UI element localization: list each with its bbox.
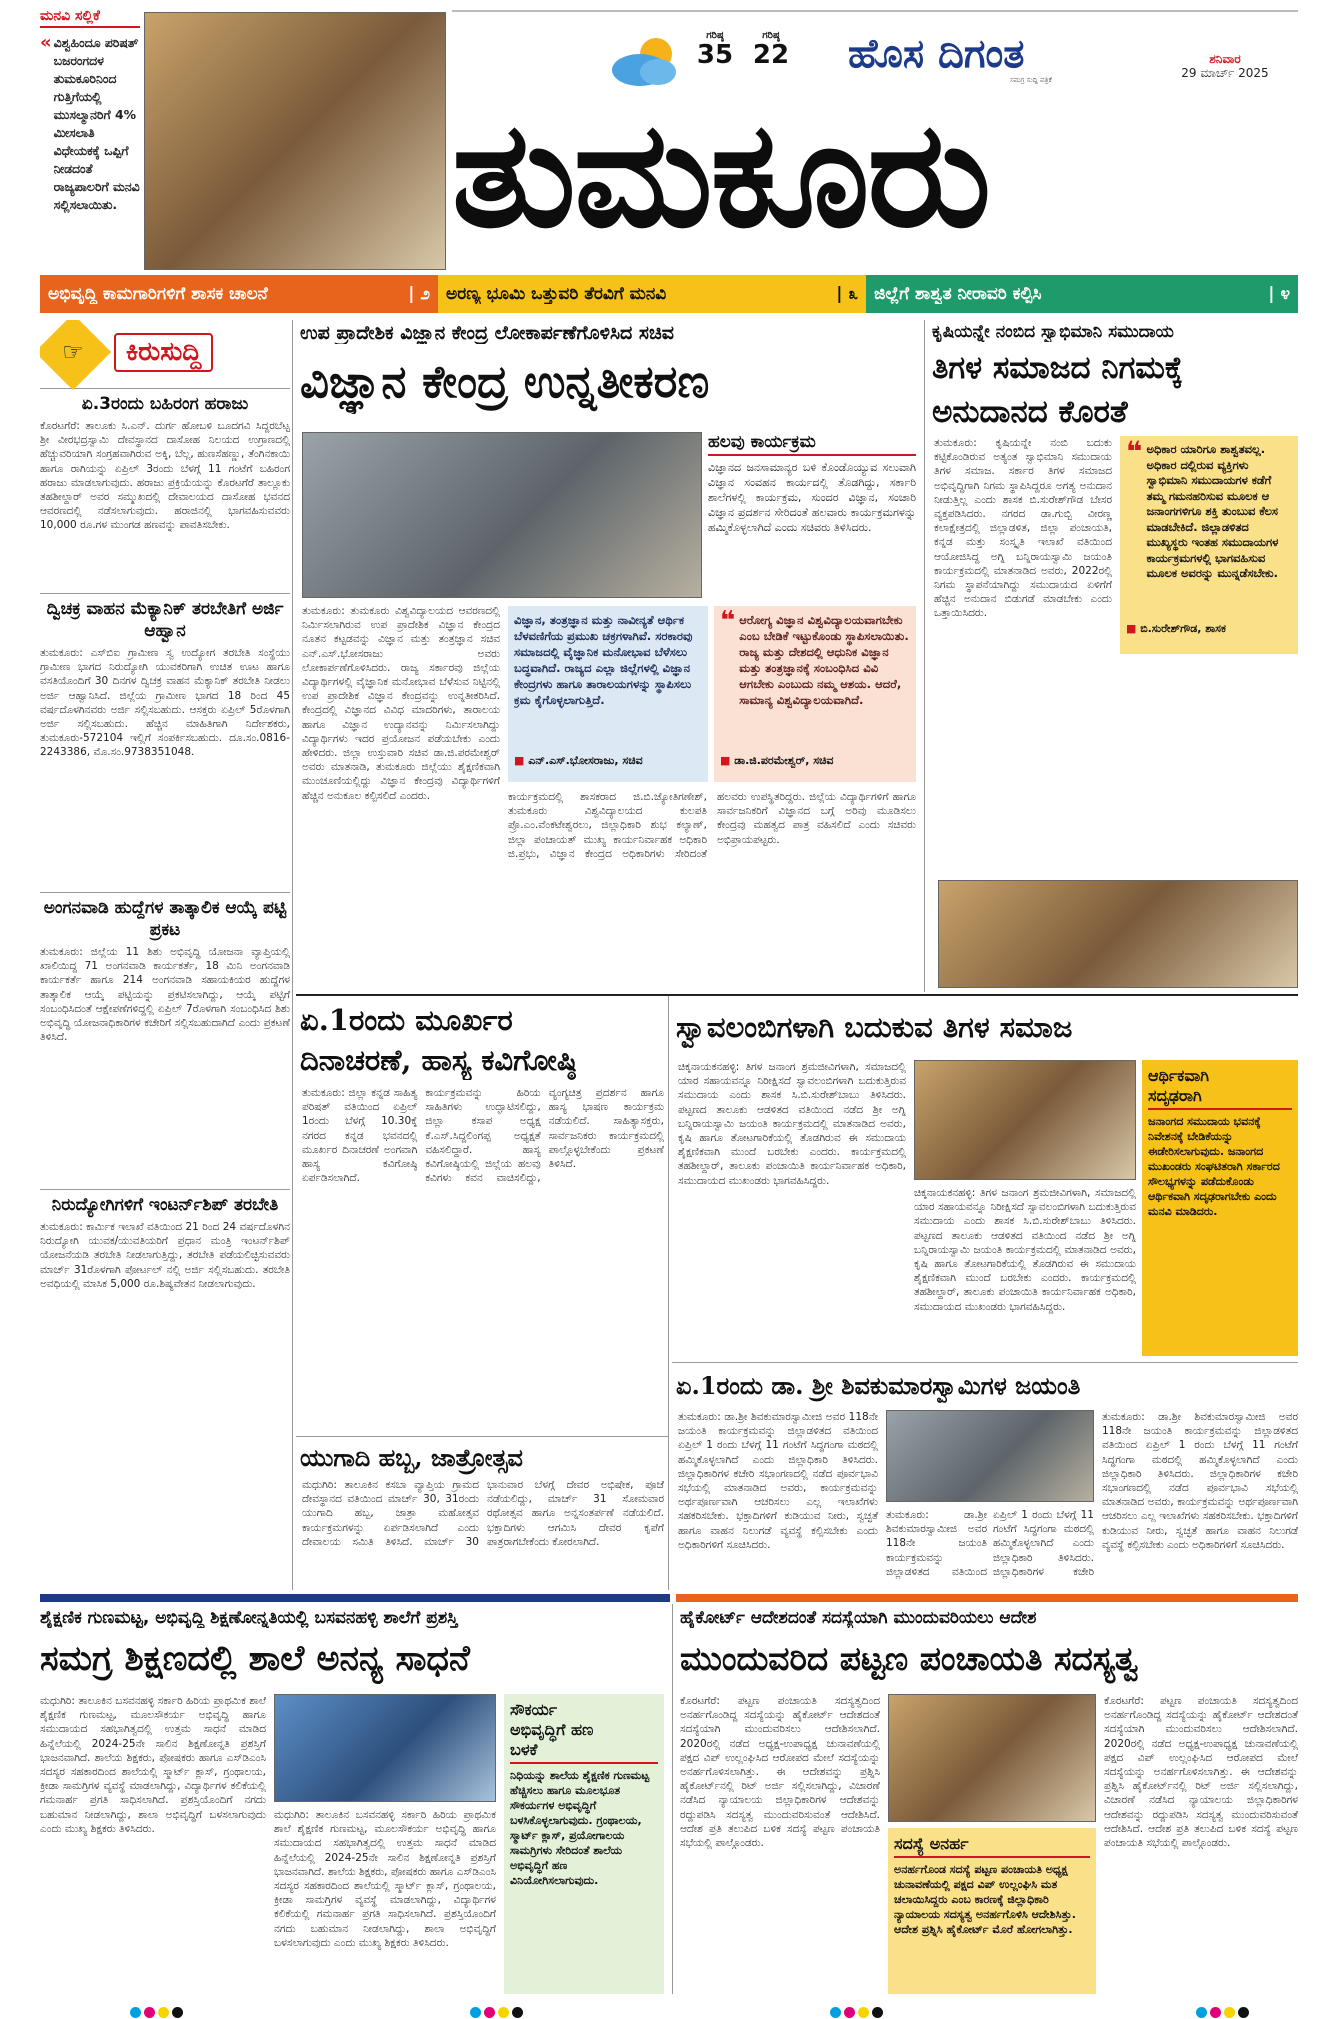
tigala-kicker: ಕೃಷಿಯನ್ನೇ ನಂಬಿದ ಸ್ವಾಭಿಮಾನಿ ಸಮುದಾಯ (932, 322, 1174, 342)
ugadi-headline: ಯುಗಾದಿ ಹಬ್ಬ, ಜಾತ್ರೋತ್ಸವ (300, 1443, 523, 1472)
quote-text: ವಿಜ್ಞಾನ, ತಂತ್ರಜ್ಞಾನ ಮತ್ತು ನಾವೀನ್ಯತೆ ಆರ್ಥಿಕ ಬೆಳವಣಿಗೆಯ ಪ್ರಮುಖ ಚಕ್ರಗಳಾಗಿವೆ. ಸರಕಾರವು ಸಮಾಜದಲ್ಲಿ ವೈಜ್ಞಾನಿಕ ಮನೋಭಾವ ಬೆಳೆಸಲು ಬದ್ಧವಾಗಿದೆ. ರಾಜ್ಯದ ಎಲ್ಲಾ ಜಿಲ್ಲೆಗಳಲ್ಲಿ ವಿಜ್ಞಾನ ಕೇಂದ್ರಗಳು ಹಾಗೂ ತಾರಾಲಯಗಳನ್ನು ಸ್ಥಾಪಿಸಲು ಕ್ರಮ ಕೈಗೊಳ್ಳಲಾಗುತ್ತಿದೆ. (514, 613, 693, 707)
swavalambi-headline: ಸ್ವಾವಲಂಬಿಗಳಾಗಿ ಬದುಕುವ ತಿಗಳ ಸಮಾಜ (676, 1010, 1073, 1044)
shivakumara-headline: ಏ.1ರಂದು ಡಾ. ಶ್ರೀ ಶಿವಕುಮಾರಸ್ವಾಮಿಗಳ ಜಯಂತಿ (676, 1371, 1081, 1400)
chevron-arrows-icon: « (40, 32, 52, 53)
lead-box-text: ವಿಜ್ಞಾನದ ಜನಸಾಮಾನ್ಯರ ಬಳಿ ಕೊಂಡೊಯ್ಯುವ ಸಲುವಾಗಿ ವಿಜ್ಞಾನ ಸಂವಹನ ಕಾರ್ಯದಲ್ಲಿ ತೊಡಗಿದ್ದು, ಸರ್ಕಾರಿ ಶಾಲೆಗಳಲ್ಲಿ ಕಾರ್ಯಕ್ರಮ, ಸುಂದರ ವಿಜ್ಞಾನ, ಸಂಚಾರಿ ವಿಜ್ಞಾನ ಪ್ರದರ್ಶನ ಸೇರಿದಂತೆ ಹಲವಾರು ಕಾರ್ಯಕ್ರಮಗಳನ್ನು ಹಮ್ಮಿಕೊಳ್ಳಲಾಗಿದೆ ಎಂದು ಸಚಿವರು ತಿಳಿಸಿದರು. (708, 461, 916, 534)
tigala-photo (938, 880, 1298, 988)
lead-box (708, 432, 916, 598)
color-registration-dots-icon (470, 2003, 526, 2019)
murkhara-headline-1: ಏ.1ರಂದು ಮೂರ್ಖರ (300, 1003, 513, 1037)
brief-headline: ದ್ವಿಚಕ್ರ ವಾಹನ ಮೆಕ್ಯಾನಿಕ್ ತರಬೇತಿಗೆ ಅರ್ಜಿ ಆಹ್ವಾನ (46, 599, 284, 641)
teaser-3[interactable]: ಜಿಲ್ಲೆಗೆ ಶಾಶ್ವತ ನೀರಾವರಿ ಕಲ್ಪಿಸಿ | ೪ (866, 275, 1298, 313)
swavalambi-photo (914, 1060, 1136, 1180)
tigala-body: ತುಮಕೂರು: ಕೃಷಿಯನ್ನೇ ನಂಬಿ ಬದುಕು ಕಟ್ಟಿಕೊಂಡಿರುವ ಅತ್ಯಂತ ಸ್ವಾಭಿಮಾನಿ ಸಮುದಾಯ ತಿಗಳ ಸಮಾಜ. ಸರ್ಕಾರ ತಿಗಳ ಸಮಾಜದ ಅಭಿವೃದ್ಧಿಗಾಗಿ ನಿಗಮ ಸ್ಥಾಪಿಸಿದ್ದರೂ ಅಗತ್ಯ ಅನುದಾನ ನೀಡುತ್ತಿಲ್ಲ ಎಂದು ಶಾಸಕ ಬಿ.ಸುರೇಶ್‌ಗೌಡ ಬೇಸರ ವ್ಯಕ್ತಪಡಿಸಿದರು. ನಗರದ ಡಾ.ಗುಬ್ಬಿ ವೀರಣ್ಣ ಕಲಾಕ್ಷೇತ್ರದಲ್ಲಿ ಜಿಲ್ಲಾಡಳಿತ, ಜಿಲ್ಲಾ ಪಂಚಾಯತಿ, ಕನ್ನಡ ಮತ್ತು ಸಂಸ್ಕೃತಿ ಇಲಾಖೆ ವತಿಯಿಂದ ಆಯೋಜಿಸಿದ್ದ ಅಗ್ನಿ ಬನ್ನಿರಾಯಸ್ವಾಮಿ ಜಯಂತಿ ಕಾರ್ಯಕ್ರಮದಲ್ಲಿ ಮಾತನಾಡಿದ ಅವರು, 2022ರಲ್ಲಿ ನಿಗಮ ಸ್ಥಾಪನೆಯಾಗಿದ್ದು ಸಮುದಾಯದ ಏಳಿಗೆಗೆ ಹೆಚ್ಚಿನ ಅನುದಾನ ಬಿಡುಗಡೆ ಮಾಡಬೇಕು ಎಂದು ಒತ್ತಾಯಿಸಿದರು. (934, 437, 1112, 620)
edition-name: ತುಮಕೂರು (452, 90, 990, 260)
brief-body: ತುಮಕೂರು: ಜಿಲ್ಲೆಯ 11 ಶಿಶು ಅಭಿವೃದ್ಧಿ ಯೋಜನಾ ವ್ಯಾಪ್ತಿಯಲ್ಲಿ ಖಾಲಿಯಿದ್ದ 71 ಅಂಗನವಾಡಿ ಕಾರ್ಯಕರ್ತೆ, 18 ಮಿನಿ ಅಂಗನವಾಡಿ ಕಾರ್ಯಕರ್ತೆ ಹಾಗೂ 214 ಅಂಗನವಾಡಿ ಸಹಾಯಕಿಯರ ಹುದ್ದೆಗಳ ತಾತ್ಕಾಲಿಕ ಆಯ್ಕೆ ಪಟ್ಟಿಯನ್ನು ಪ್ರಕಟಿಸಲಾಗಿದ್ದು, ಆಯ್ಕೆ ಪಟ್ಟಿಗೆ ಸಂಬಂಧಿಸಿದಂತೆ ಆಕ್ಷೇಪಣೆಗಳಿದ್ದಲ್ಲಿ ಏಪ್ರಿಲ್ 7ರೊಳಗಾಗಿ ಸಂಬಂಧಿಸಿದ ಶಿಶು ಅಭಿವೃದ್ಧಿ ಯೋಜನಾಧಿಕಾರಿಗಳ ಕಚೇರಿಗೆ ಸಲ್ಲಿಸಬಹುದಾಗಿದೆ ಎಂದು ಪ್ರಕಟಣೆ ತಿಳಿಸಿದೆ. (40, 946, 290, 1044)
column-divider (924, 320, 925, 992)
pattana-kicker: ಹೈಕೋರ್ಟ್ ಆದೇಶದಂತೆ ಸದಸ್ಯೆಯಾಗಿ ಮುಂದುವರಿಯಲು ಆದೇಶ (680, 1608, 1037, 1628)
ugadi-body: ಮಧುಗಿರಿ: ತಾಲೂಕಿನ ಕಸಬಾ ವ್ಯಾಪ್ತಿಯ ಗ್ರಾಮದ ದೇವಸ್ಥಾನದ ವತಿಯಿಂದ ಮಾರ್ಚ್ 30, 31ರಂದು ಯುಗಾದಿ ಹಬ್ಬ, ಜಾತ್ರಾ ಮಹೋತ್ಸವ ಕಾರ್ಯಕ್ರಮಗಳನ್ನು ಏರ್ಪಡಿಸಲಾಗಿದೆ ಎಂದು ದೇವಾಲಯ ಸಮಿತಿ ತಿಳಿಸಿದೆ. ಮಾರ್ಚ್ 30 ಭಾನುವಾರ ಬೆಳಗ್ಗೆ ದೇವರ ಅಭಿಷೇಕ, ಪೂಜೆ ನಡೆಯಲಿದ್ದು, ಮಾರ್ಚ್ 31 ಸೋಮವಾರ ರಥೋತ್ಸವ ಹಾಗೂ ಅನ್ನಸಂತರ್ಪಣೆ ನಡೆಯಲಿದೆ. ಭಕ್ತಾದಿಗಳು ಆಗಮಿಸಿ ದೇವರ ಕೃಪೆಗೆ ಪಾತ್ರರಾಗಬೇಕೆಂದು ಕೋರಲಾಗಿದೆ. (302, 1479, 664, 1548)
box-title: ಸೌಕರ್ಯ (510, 1700, 558, 1719)
pattana-photo (888, 1694, 1096, 1822)
lead-box-title: ಹಲವು ಕಾರ್ಯಕ್ರಮ (708, 432, 916, 456)
box-title: ಬಳಕೆ (510, 1740, 658, 1764)
temp-min: ಗರಿಷ್ಠ 22 (752, 30, 790, 70)
shale-box (504, 1694, 664, 1994)
pattana-box (888, 1828, 1096, 1994)
masthead-date: 29 ಮಾರ್ಚ್ 2025 (1181, 66, 1269, 80)
lead-kicker: ಉಪ ಪ್ರಾದೇಶಿಕ ವಿಜ್ಞಾನ ಕೇಂದ್ರ ಲೋಕಾರ್ಪಣೆಗೊಳಿಸಿದ ಸಚಿವ (300, 322, 674, 344)
tigala-headline-2: ಅನುದಾನದ ಕೊರತೆ (932, 394, 1128, 430)
box-text: ನಿಧಿಯನ್ನು ಶಾಲೆಯ ಶೈಕ್ಷಣಿಕ ಗುಣಮಟ್ಟ ಹೆಚ್ಚಿಸಲು ಹಾಗೂ ಮೂಲಭೂತ ಸೌಕರ್ಯಗಳ ಅಭಿವೃದ್ಧಿಗೆ ಬಳಸಿಕೊಳ್ಳಲಾಗುವುದು. ಗ್ರಂಥಾಲಯ, ಸ್ಮಾರ್ಟ್ ಕ್ಲಾಸ್, ಪ್ರಯೋಗಾಲಯ ಸಾಮಗ್ರಿಗಳು ಸೇರಿದಂತೆ ಶಾಲೆಯ ಅಭಿವೃದ್ಧಿಗೆ ಹಣ ವಿನಿಯೋಗಿಸಲಾಗುವುದು. (510, 1769, 650, 1887)
quote-icon: ❝ (720, 606, 736, 636)
kirusuddi-header (40, 320, 290, 384)
quote-attribution: ■ ಡಾ.ಜಿ.ಪರಮೇಶ್ವರ್, ಸಚಿವ (720, 754, 834, 767)
kirusuddi-label: ಕಿರುಸುದ್ದಿ (114, 333, 213, 372)
box-text: ಜನಾಂಗದ ಸಮುದಾಯ ಭವನಕ್ಕೆ ನಿವೇಶನಕ್ಕೆ ಬೇಡಿಕೆಯನ್ನು ಈಡೇರಿಸಲಾಗುವುದು. ಜನಾಂಗದ ಮುಖಂಡರು ಸಂಘಟಿತರಾಗಿ ಸರ್ಕಾರದ ಸೌಲಭ್ಯಗಳನ್ನು ಪಡೆದುಕೊಂಡು ಆರ್ಥಿಕವಾಗಿ ಸದೃಢರಾಗಬೇಕು ಎಂದು ಮನವಿ ಮಾಡಿದರು. (1148, 1115, 1280, 1218)
color-registration-dots-icon (130, 2003, 186, 2019)
shale-headline: ಸಮಗ್ರ ಶಿಕ್ಷಣದಲ್ಲಿ ಶಾಲೆ ಅನನ್ಯ ಸಾಧನೆ (40, 1638, 470, 1679)
box-text: ಅನರ್ಹಗೊಂಡ ಸದಸ್ಯೆ ಪಟ್ಟಣ ಪಂಚಾಯತಿ ಅಧ್ಯಕ್ಷ ಚುನಾವಣೆಯಲ್ಲಿ ಪಕ್ಷದ ವಿಪ್ ಉಲ್ಲಂಘಿಸಿ ಮತ ಚಲಾಯಿಸಿದ್ದರು ಎಂಬ ಕಾರಣಕ್ಕೆ ಜಿಲ್ಲಾಧಿಕಾರಿ ನ್ಯಾಯಾಲಯ ಸದಸ್ಯತ್ವ ಅನರ್ಹಗೊಳಿಸಿ ಆದೇಶಿಸಿತ್ತು. ಆದೇಶ ಪ್ರಶ್ನಿಸಿ ಹೈಕೋರ್ಟ್ ಮೊರೆ ಹೋಗಲಾಗಿತ್ತು. (894, 1863, 1076, 1936)
section-rule (296, 1436, 668, 1437)
pattana-body-b: ಕೊರಟಗೆರೆ: ಪಟ್ಟಣ ಪಂಚಾಯತಿ ಸದಸ್ಯತ್ವದಿಂದ ಅನರ್ಹಗೊಂಡಿದ್ದ ಸದಸ್ಯೆಯನ್ನು ಹೈಕೋರ್ಟ್ ಆದೇಶದಂತೆ ಸದಸ್ಯೆಯಾಗಿ ಮುಂದುವರಿಸಲು ಆದೇಶಿಸಲಾಗಿದೆ. 2020ರಲ್ಲಿ ನಡೆದ ಅಧ್ಯಕ್ಷ-ಉಪಾಧ್ಯಕ್ಷ ಚುನಾವಣೆಯಲ್ಲಿ ಪಕ್ಷದ ವಿಪ್ ಉಲ್ಲಂಘಿಸಿದ ಆರೋಪದ ಮೇಲೆ ಸದಸ್ಯೆಯನ್ನು ಅನರ್ಹಗೊಳಿಸಲಾಗಿತ್ತು. ಈ ಆದೇಶವನ್ನು ಪ್ರಶ್ನಿಸಿ ಹೈಕೋರ್ಟ್‌ನಲ್ಲಿ ರಿಟ್ ಅರ್ಜಿ ಸಲ್ಲಿಸಲಾಗಿದ್ದು, ವಿಚಾರಣೆ ನಡೆಸಿದ ನ್ಯಾಯಾಲಯ ಜಿಲ್ಲಾಧಿಕಾರಿಗಳ ಆದೇಶವನ್ನು ರದ್ದುಪಡಿಸಿ ಸದಸ್ಯತ್ವ ಮುಂದುವರಿಸುವಂತೆ ಆದೇಶಿಸಿದೆ. ಆದೇಶ ಪ್ರತಿ ತಲುಪಿದ ಬಳಿಕ ಸದಸ್ಯೆ ಪಟ್ಟಣ ಪಂಚಾಯತಿ ಸಭೆಯಲ್ಲಿ ಪಾಲ್ಗೊಂಡರು. (1104, 1695, 1298, 1850)
teaser-2[interactable]: ಅರಣ್ಯ ಭೂಮಿ ಒತ್ತುವರಿ ತೆರವಿಗೆ ಮನವಿ | ೩ (438, 275, 866, 313)
quote-attribution: ■ ಬಿ.ಸುರೇಶ್‌ಗೌಡ, ಶಾಸಕ (1126, 622, 1226, 635)
brief-body: ಕೊರಟಗೆರೆ: ತಾಲೂಕು ಸಿ.ಎನ್. ದುರ್ಗ ಹೋಬಳಿ ಬೂದಗವಿ ಸಿದ್ದರಬೆಟ್ಟ ಶ್ರೀ ವೀರಭದ್ರಸ್ವಾಮಿ ದೇವಸ್ಥಾನದ ದಾಸೋಹ ನಿಲಯದ ಉಗ್ರಾಣದಲ್ಲಿ ಹೆಚ್ಚುವರಿಯಾಗಿ ಸಂಗ್ರಹವಾಗಿರುವ ಅಕ್ಕಿ, ಬೆಲ್ಲ, ಹುಣಸೆಹಣ್ಣು, ತೆಂಗಿನಕಾಯಿ ಹಾಗೂ ರಾಗಿಯನ್ನು ಏಪ್ರಿಲ್ 3ರಂದು ಬೆಳಗ್ಗೆ 11 ಗಂಟೆಗೆ ಬಹಿರಂಗ ಹರಾಜು ಮಾಡಲಾಗುವುದು. ಹರಾಜು ಪ್ರಕ್ರಿಯೆಯನ್ನು ಕೊರಟಗೆರೆ ತಾಲ್ಲೂಕು ತಹಶೀಲ್ದಾರ್ ಅವರ ಸಮ್ಮುಖದಲ್ಲಿ ದೇವಾಲಯದ ದಾಸೋಹ ಭವನದ ಆವರಣದಲ್ಲಿ ನಡೆಸಲಾಗುವುದು. ಹರಾಜಿನಲ್ಲಿ ಭಾಗವಹಿಸುವವರು 10,000 ರೂ.ಗಳ ಮುಂಗಡ ಹಣವನ್ನು ಪಾವತಿಸಬೇಕು. (40, 420, 290, 532)
box-title: ಅಭಿವೃದ್ಧಿಗೆ ಹಣ (510, 1720, 594, 1739)
tigala-quote (1120, 436, 1298, 654)
shivakumara-body-a: ತುಮಕೂರು: ಡಾ.ಶ್ರೀ ಶಿವಕುಮಾರಸ್ವಾಮೀಜಿ ಅವರ 118ನೇ ಜಯಂತಿ ಕಾರ್ಯಕ್ರಮವನ್ನು ಜಿಲ್ಲಾಡಳಿತದ ವತಿಯಿಂದ ಏಪ್ರಿಲ್ 1 ರಂದು ಬೆಳಗ್ಗೆ 11 ಗಂಟೆಗೆ ಸಿದ್ಧಗಂಗಾ ಮಠದಲ್ಲಿ ಹಮ್ಮಿಕೊಳ್ಳಲಾಗಿದೆ ಎಂದು ಜಿಲ್ಲಾಧಿಕಾರಿ ತಿಳಿಸಿದರು. ಜಿಲ್ಲಾಧಿಕಾರಿಗಳ ಕಚೇರಿ ಸಭಾಂಗಣದಲ್ಲಿ ನಡೆದ ಪೂರ್ವಭಾವಿ ಸಭೆಯಲ್ಲಿ ಮಾತನಾಡಿದ ಅವರು, ಕಾರ್ಯಕ್ರಮವನ್ನು ಅರ್ಥಪೂರ್ಣವಾಗಿ ಆಚರಿಸಲು ಎಲ್ಲ ಇಲಾಖೆಗಳು ಸಹಕರಿಸಬೇಕು. ಭಕ್ತಾದಿಗಳಿಗೆ ಕುಡಿಯುವ ನೀರು, ಸ್ವಚ್ಛತೆ ಹಾಗೂ ವಾಹನ ನಿಲುಗಡೆ ವ್ಯವಸ್ಥೆ ಕಲ್ಪಿಸಬೇಕು ಎಂದು ಅಧಿಕಾರಿಗಳಿಗೆ ಸೂಚಿಸಿದರು. (678, 1411, 878, 1551)
corner-brief-label: ಮನವಿ ಸಲ್ಲಿಕೆ (40, 8, 140, 28)
kirusuddi-item (40, 388, 290, 589)
shale-kicker: ಶೈಕ್ಷಣಿಕ ಗುಣಮಟ್ಟ, ಅಭಿವೃದ್ಧಿ ಶಿಕ್ಷಣೋನ್ನತಿಯಲ್ಲಿ ಬಸವನಹಳ್ಳಿ ಶಾಲೆಗೆ ಪ್ರಶಸ್ತಿ (40, 1608, 458, 1628)
teaser-strip (40, 275, 1298, 313)
box-title: ಸದೃಢರಾಗಿ (1148, 1086, 1292, 1110)
lead-photo (302, 432, 702, 598)
corner-photo (144, 12, 446, 270)
box-title: ಆರ್ಥಿಕವಾಗಿ (1148, 1066, 1210, 1085)
shivakumara-body-c: ತುಮಕೂರು: ಡಾ.ಶ್ರೀ ಶಿವಕುಮಾರಸ್ವಾಮೀಜಿ ಅವರ 118ನೇ ಜಯಂತಿ ಕಾರ್ಯಕ್ರಮವನ್ನು ಜಿಲ್ಲಾಡಳಿತದ ವತಿಯಿಂದ ಏಪ್ರಿಲ್ 1 ರಂದು ಬೆಳಗ್ಗೆ 11 ಗಂಟೆಗೆ ಸಿದ್ಧಗಂಗಾ ಮಠದಲ್ಲಿ ಹಮ್ಮಿಕೊಳ್ಳಲಾಗಿದೆ ಎಂದು ಜಿಲ್ಲಾಧಿಕಾರಿ ತಿಳಿಸಿದರು. ಜಿಲ್ಲಾಧಿಕಾರಿಗಳ ಕಚೇರಿ ಸಭಾಂಗಣದಲ್ಲಿ ನಡೆದ ಪೂರ್ವಭಾವಿ ಸಭೆಯಲ್ಲಿ ಮಾತನಾಡಿದ ಅವರು, ಕಾರ್ಯಕ್ರಮವನ್ನು ಅರ್ಥಪೂರ್ಣವಾಗಿ ಆಚರಿಸಲು ಎಲ್ಲ ಇಲಾಖೆಗಳು ಸಹಕರಿಸಬೇಕು. ಭಕ್ತಾದಿಗಳಿಗೆ ಕುಡಿಯುವ ನೀರು, ಸ್ವಚ್ಛತೆ ಹಾಗೂ ವಾಹನ ನಿಲುಗಡೆ ವ್ಯವಸ್ಥೆ ಕಲ್ಪಿಸಬೇಕು ಎಂದು ಅಧಿಕಾರಿಗಳಿಗೆ ಸೂಚಿಸಿದರು. (1102, 1411, 1298, 1551)
section-rule (672, 1362, 1298, 1363)
box-title: ಸದಸ್ಯೆ ಅನರ್ಹ (894, 1834, 1090, 1858)
brief-headline: ಅಂಗನವಾಡಿ ಹುದ್ದೆಗಳ ತಾತ್ಕಾಲಿಕ ಆಯ್ಕೆ ಪಟ್ಟಿ ಪ್ರಕಟ (43, 898, 287, 940)
brief-headline: ಏ.3ರಂದು ಬಹಿರಂಗ ಹರಾಜು (81, 394, 249, 414)
quote-attribution: ■ ಎನ್.ಎಸ್.ಭೋಸರಾಜು, ಸಚಿವ (514, 754, 643, 767)
section-rule (296, 994, 1298, 996)
shivakumara-body-b: ತುಮಕೂರು: ಡಾ.ಶ್ರೀ ಶಿವಕುಮಾರಸ್ವಾಮೀಜಿ ಅವರ 118ನೇ ಜಯಂತಿ ಕಾರ್ಯಕ್ರಮವನ್ನು ಜಿಲ್ಲಾಡಳಿತದ ವತಿಯಿಂದ ಏಪ್ರಿಲ್ 1 ರಂದು ಬೆಳಗ್ಗೆ 11 ಗಂಟೆಗೆ ಸಿದ್ಧಗಂಗಾ ಮಠದಲ್ಲಿ ಹಮ್ಮಿಕೊಳ್ಳಲಾಗಿದೆ ಎಂದು ಜಿಲ್ಲಾಧಿಕಾರಿ ತಿಳಿಸಿದರು. ಜಿಲ್ಲಾಧಿಕಾರಿಗಳ ಕಚೇರಿ (886, 1509, 1094, 1578)
lead-quote-1 (508, 606, 708, 782)
bottom-rule-orange (676, 1594, 1298, 1602)
quote-text: ಅಧಿಕಾರ ಯಾರಿಗೂ ಶಾಶ್ವತವಲ್ಲ. ಅಧಿಕಾರ ದಲ್ಲಿರುವ ವ್ಯಕ್ತಿಗಳು ಸ್ವಾಭಿಮಾನಿ ಸಮುದಾಯಗಳ ಕಡೆಗೆ ತಮ್ಮ ಗಮನಹರಿಸುವ ಮೂಲಕ ಆ ಜನಾಂಗಗಳಿಗೂ ಶಕ್ತಿ ತುಂಬುವ ಕೆಲಸ ಮಾಡಬೇಕಿದೆ. ಜಿಲ್ಲಾಡಳಿತದ ಮುಖ್ಯಸ್ಥರು ಇಂತಹ ಸಮುದಾಯಗಳ ಕಾರ್ಯಕ್ರಮಗಳಲ್ಲಿ ಭಾಗವಹಿಸುವ ಮೂಲಕ ಅವರನ್ನು ಮುನ್ನಡೆಸಬೇಕು. (1146, 442, 1279, 580)
quote-text: ಆರೋಗ್ಯ ವಿಜ್ಞಾನ ವಿಶ್ವವಿದ್ಯಾಲಯವಾಗಬೇಕು ಎಂಬ ಬೇಡಿಕೆ ಇಟ್ಟುಕೊಂಡು ಸ್ಥಾಪಿಸಲಾಯಿತು. ರಾಜ್ಯ ಮತ್ತು ದೇಶದಲ್ಲಿ ಆಧುನಿಕ ವಿಜ್ಞಾನ ಮತ್ತು ತಂತ್ರಜ್ಞಾನಕ್ಕೆ ಸಂಬಂಧಿಸಿದ ವಿವಿ ಆಗಬೇಕು ಎಂಬುದು ನಮ್ಮ ಆಶಯ. ಆದರೆ, ಸಾಮಾನ್ಯ ವಿಶ್ವವಿದ್ಯಾಲಯವಾಗಿದೆ. (739, 613, 909, 707)
bottom-rule-blue (40, 1594, 670, 1602)
shivakumara-photo (886, 1410, 1094, 1502)
quote-icon: ❝ (1126, 436, 1143, 468)
swavalambi-body-b: ಚಿಕ್ಕನಾಯಕನಹಳ್ಳಿ: ತಿಗಳ ಜನಾಂಗ ಶ್ರಮಜೀವಿಗಳಾಗಿ, ಸಮಾಜದಲ್ಲಿ ಯಾರ ಸಹಾಯವನ್ನೂ ನಿರೀಕ್ಷಿಸದೆ ಸ್ವಾವಲಂಬಿಗಳಾಗಿ ಬದುಕುತ್ತಿರುವ ಸಮುದಾಯ ಎಂದು ಶಾಸಕ ಸಿ.ಬಿ.ಸುರೇಶ್‌ಬಾಬು ತಿಳಿಸಿದರು. ಪಟ್ಟಣದ ತಾಲೂಕು ಆಡಳಿತದ ವತಿಯಿಂದ ನಡೆದ ಶ್ರೀ ಅಗ್ನಿ ಬನ್ನಿರಾಯಸ್ವಾಮಿ ಜಯಂತಿ ಕಾರ್ಯಕ್ರಮದಲ್ಲಿ ಮಾತನಾಡಿದ ಅವರು, ಕೃಷಿ ಹಾಗೂ ತೋಟಗಾರಿಕೆಯಲ್ಲಿ ತೊಡಗಿರುವ ಈ ಸಮುದಾಯ ಶೈಕ್ಷಣಿಕವಾಗಿ ಮುಂದೆ ಬರಬೇಕು ಎಂದರು. ಕಾರ್ಯಕ್ರಮದಲ್ಲಿ ತಹಶೀಲ್ದಾರ್, ತಾಲೂಕು ಪಂಚಾಯಿತಿ ಕಾರ್ಯನಿರ್ವಾಹಕ ಅಧಿಕಾರಿ, ಸಮುದಾಯದ ಮುಖಂಡರು ಭಾಗವಹಿಸಿದ್ದರು. (914, 1187, 1136, 1313)
sun-cloud-icon (610, 32, 684, 90)
swavalambi-body-a: ಚಿಕ್ಕನಾಯಕನಹಳ್ಳಿ: ತಿಗಳ ಜನಾಂಗ ಶ್ರಮಜೀವಿಗಳಾಗಿ, ಸಮಾಜದಲ್ಲಿ ಯಾರ ಸಹಾಯವನ್ನೂ ನಿರೀಕ್ಷಿಸದೆ ಸ್ವಾವಲಂಬಿಗಳಾಗಿ ಬದುಕುತ್ತಿರುವ ಸಮುದಾಯ ಎಂದು ಶಾಸಕ ಸಿ.ಬಿ.ಸುರೇಶ್‌ಬಾಬು ತಿಳಿಸಿದರು. ಪಟ್ಟಣದ ತಾಲೂಕು ಆಡಳಿತದ ವತಿಯಿಂದ ನಡೆದ ಶ್ರೀ ಅಗ್ನಿ ಬನ್ನಿರಾಯಸ್ವಾಮಿ ಜಯಂತಿ ಕಾರ್ಯಕ್ರಮದಲ್ಲಿ ಮಾತನಾಡಿದ ಅವರು, ಕೃಷಿ ಹಾಗೂ ತೋಟಗಾರಿಕೆಯಲ್ಲಿ ತೊಡಗಿರುವ ಈ ಸಮುದಾಯ ಶೈಕ್ಷಣಿಕವಾಗಿ ಮುಂದೆ ಬರಬೇಕು ಎಂದರು. ಕಾರ್ಯಕ್ರಮದಲ್ಲಿ ತಹಶೀಲ್ದಾರ್, ತಾಲೂಕು ಪಂಚಾಯಿತಿ ಕಾರ್ಯನಿರ್ವಾಹಕ ಅಧಿಕಾರಿ, ಸಮುದಾಯದ ಮುಖಂಡರು ಭಾಗವಹಿಸಿದ್ದರು. (678, 1061, 906, 1187)
column-divider (672, 1604, 673, 1994)
color-registration-dots-icon (830, 2003, 886, 2019)
teaser-1[interactable]: ಅಭಿವೃದ್ಧಿ ಕಾಮಗಾರಿಗಳಿಗೆ ಶಾಸಕ ಚಾಲನೆ | ೨ (40, 275, 438, 313)
lead-quote-2 (714, 606, 916, 782)
column-divider (668, 996, 669, 1590)
masthead-day: ಶನಿವಾರ (1209, 52, 1241, 66)
shale-photo (274, 1694, 496, 1802)
masthead-logo-tag: ಸಮಗ್ರ ಸುದ್ದಿ ಪತ್ರಿಕೆ (1010, 76, 1052, 84)
brief-body: ತುಮಕೂರು: ಎಸ್‌ಬಿಐ ಗ್ರಾಮೀಣ ಸ್ವ ಉದ್ಯೋಗ ತರಬೇತಿ ಸಂಸ್ಥೆಯು ಗ್ರಾಮೀಣ ಭಾಗದ ನಿರುದ್ಯೋಗಿ ಯುವಕರಿಗಾಗಿ ಉಚಿತ ಊಟ ಹಾಗೂ ವಸತಿಯೊಂದಿಗೆ 30 ದಿನಗಳ ದ್ವಿಚಕ್ರ ವಾಹನ ಮೆಕ್ಯಾನಿಕ್ ತರಬೇತಿ ನೀಡಲು ಅರ್ಜಿ ಆಹ್ವಾನಿಸಿದೆ. ಜಿಲ್ಲೆಯ ಗ್ರಾಮೀಣ ಭಾಗದ 18 ರಿಂದ 45 ವರ್ಷದೊಳಗಿನವರು ಅರ್ಜಿ ಸಲ್ಲಿಸಬಹುದು. ಆಸಕ್ತರು ಏಪ್ರಿಲ್ 5ರೊಳಗಾಗಿ ಅರ್ಜಿ ಸಲ್ಲಿಸಬಹುದು. ಹೆಚ್ಚಿನ ಮಾಹಿತಿಗಾಗಿ ನಿರ್ದೇಶಕರು, ತುಮಕೂರು-572104 ಇಲ್ಲಿಗೆ ಸಂಪರ್ಕಿಸಬಹುದು. ದೂ.ಸಂ.0816-2243386, ಮೊ.ಸಂ.9738351048. (40, 647, 290, 759)
masthead-top-rule (452, 10, 1298, 12)
kirusuddi-item (40, 593, 290, 888)
masthead-logo: ಹೊಸ ದಿಗಂತ (848, 30, 1025, 77)
murkhara-headline-2: ದಿನಾಚರಣೆ, ಹಾಸ್ಯ ಕವಿಗೋಷ್ಠಿ (300, 1043, 577, 1077)
kirusuddi-column (40, 320, 290, 1590)
temp-max: ಗರಿಷ್ಠ 35 (696, 30, 734, 70)
column-divider (292, 320, 293, 1590)
brief-headline: ನಿರುದ್ಯೋಗಿಗಳಿಗೆ ಇಂಟರ್ನ್‌ಶಿಪ್ ತರಬೇತಿ (51, 1195, 279, 1215)
lead-body-2: ಕಾರ್ಯಕ್ರಮದಲ್ಲಿ ಶಾಸಕರಾದ ಜಿ.ಬಿ.ಜ್ಯೋತಿಗಣೇಶ್, ತುಮಕೂರು ವಿಶ್ವವಿದ್ಯಾಲಯದ ಕುಲಪತಿ ಪ್ರೊ.ಎಂ.ವೆಂಕಟೇಶ್ವರಲು, ಜಿಲ್ಲಾಧಿಕಾರಿ ಶುಭ ಕಲ್ಯಾಣ್, ಜಿಲ್ಲಾ ಪಂಚಾಯತ್ ಮುಖ್ಯ ಕಾರ್ಯನಿರ್ವಾಹಕ ಅಧಿಕಾರಿ ಜಿ.ಪ್ರಭು, ವಿಜ್ಞಾನ ಕೇಂದ್ರದ ಅಧಿಕಾರಿಗಳು ಸೇರಿದಂತೆ ಹಲವರು ಉಪಸ್ಥಿತರಿದ್ದರು. ಜಿಲ್ಲೆಯ ವಿದ್ಯಾರ್ಥಿಗಳಿಗೆ ಹಾಗೂ ಸಾರ್ವಜನಿಕರಿಗೆ ವಿಜ್ಞಾನದ ಬಗ್ಗೆ ಅರಿವು ಮೂಡಿಸಲು ಕೇಂದ್ರವು ಮಹತ್ವದ ಪಾತ್ರ ವಹಿಸಲಿದೆ ಎಂದು ಸಚಿವರು ಅಭಿಪ್ರಾಯಪಟ್ಟರು. (508, 791, 916, 860)
shale-body-b: ಮಧುಗಿರಿ: ತಾಲೂಕಿನ ಬಸವನಹಳ್ಳಿ ಸರ್ಕಾರಿ ಹಿರಿಯ ಪ್ರಾಥಮಿಕ ಶಾಲೆ ಶೈಕ್ಷಣಿಕ ಗುಣಮಟ್ಟ, ಮೂಲಸೌಕರ್ಯ ಅಭಿವೃದ್ಧಿ ಹಾಗೂ ಸಮುದಾಯದ ಸಹಭಾಗಿತ್ವದಲ್ಲಿ ಉತ್ತಮ ಸಾಧನೆ ಮಾಡಿದ ಹಿನ್ನೆಲೆಯಲ್ಲಿ 2024-25ನೇ ಸಾಲಿನ ಶಿಕ್ಷಣೋನ್ನತಿ ಪ್ರಶಸ್ತಿಗೆ ಭಾಜನವಾಗಿದೆ. ಶಾಲೆಯ ಶಿಕ್ಷಕರು, ಪೋಷಕರು ಹಾಗೂ ಎಸ್‌ಡಿಎಂಸಿ ಸದಸ್ಯರ ಸಹಕಾರದಿಂದ ಶಾಲೆಯಲ್ಲಿ ಸ್ಮಾರ್ಟ್ ಕ್ಲಾಸ್, ಗ್ರಂಥಾಲಯ, ಕ್ರೀಡಾ ಸಾಮಗ್ರಿಗಳ ವ್ಯವಸ್ಥೆ ಮಾಡಲಾಗಿದ್ದು, ವಿದ್ಯಾರ್ಥಿಗಳ ಕಲಿಕೆಯಲ್ಲಿ ಗಮನಾರ್ಹ ಪ್ರಗತಿ ಸಾಧಿಸಲಾಗಿದೆ. ಪ್ರಶಸ್ತಿಯೊಂದಿಗೆ ನಗದು ಬಹುಮಾನ ನೀಡಲಾಗಿದ್ದು, ಶಾಲಾ ಅಭಿವೃದ್ಧಿಗೆ ಬಳಸಲಾಗುವುದು ಎಂದು ಮುಖ್ಯ ಶಿಕ್ಷಕರು ತಿಳಿಸಿದರು. (274, 1809, 496, 1949)
murkhara-body: ತುಮಕೂರು: ಜಿಲ್ಲಾ ಕನ್ನಡ ಸಾಹಿತ್ಯ ಪರಿಷತ್ ವತಿಯಿಂದ ಏಪ್ರಿಲ್ 1ರಂದು ಬೆಳಗ್ಗೆ 10.30ಕ್ಕೆ ನಗರದ ಕನ್ನಡ ಭವನದಲ್ಲಿ ಮೂರ್ಖರ ದಿನಾಚರಣೆ ಅಂಗವಾಗಿ ಹಾಸ್ಯ ಕವಿಗೋಷ್ಠಿ ಏರ್ಪಡಿಸಲಾಗಿದೆ. ಕಾರ್ಯಕ್ರಮವನ್ನು ಹಿರಿಯ ಸಾಹಿತಿಗಳು ಉದ್ಘಾಟಿಸಲಿದ್ದು, ಜಿಲ್ಲಾ ಕಸಾಪ ಅಧ್ಯಕ್ಷ ಕೆ.ಎಸ್.ಸಿದ್ದಲಿಂಗಪ್ಪ ಅಧ್ಯಕ್ಷತೆ ವಹಿಸಲಿದ್ದಾರೆ. ಹಾಸ್ಯ ಕವಿಗೋಷ್ಠಿಯಲ್ಲಿ ಜಿಲ್ಲೆಯ ಹಲವು ಕವಿಗಳು ಕವನ ವಾಚಿಸಲಿದ್ದು, ವ್ಯಂಗ್ಯಚಿತ್ರ ಪ್ರದರ್ಶನ ಹಾಗೂ ಹಾಸ್ಯ ಭಾಷಣ ಕಾರ್ಯಕ್ರಮ ನಡೆಯಲಿದೆ. ಸಾಹಿತ್ಯಾಸಕ್ತರು, ಸಾರ್ವಜನಿಕರು ಕಾರ್ಯಕ್ರಮದಲ್ಲಿ ಪಾಲ್ಗೊಳ್ಳಬೇಕೆಂದು ಪ್ರಕಟಣೆ ತಿಳಿಸಿದೆ. (302, 1087, 664, 1185)
pattana-headline: ಮುಂದುವರಿದ ಪಟ್ಟಣ ಪಂಚಾಯತಿ ಸದಸ್ಯತ್ವ (680, 1639, 1139, 1678)
corner-brief (40, 8, 140, 270)
corner-brief-text: ವಿಶ್ವಹಿಂದೂ ಪರಿಷತ್ ಬಜರಂಗದಳ ತುಮಕೂರಿನಿಂದ ಗುತ್ತಿಗೆಯಲ್ಲಿ ಮುಸಲ್ಮಾನರಿಗೆ 4% ಮೀಸಲಾತಿ ವಿಧೇಯಕಕ್ಕೆ ಒಪ್ಪಿಗೆ ನೀಡದಂತೆ ರಾಜ್ಯಪಾಲರಿಗೆ ಮನವಿ ಸಲ್ಲಿಸಲಾಯಿತು. (53, 35, 140, 212)
brief-body: ತುಮಕೂರು: ಕಾರ್ಮಿಕ ಇಲಾಖೆ ವತಿಯಿಂದ 21 ರಿಂದ 24 ವರ್ಷದೊಳಗಿನ ನಿರುದ್ಯೋಗಿ ಯುವಕ/ಯುವತಿಯರಿಗೆ ಪ್ರಧಾನ ಮಂತ್ರಿ ಇಂಟರ್ನ್‌ಶಿಪ್ ಯೋಜನೆಯಡಿ ತರಬೇತಿ ನೀಡಲಾಗುತ್ತಿದ್ದು, ತರಬೇತಿ ಪಡೆಯಲಿಚ್ಛಿಸುವವರು ಮಾರ್ಚ್ 31ರೊಳಗಾಗಿ ಪೋರ್ಟಲ್ ನಲ್ಲಿ ಅರ್ಜಿ ಸಲ್ಲಿಸಬಹುದು. ತರಬೇತಿ ಅವಧಿಯಲ್ಲಿ ಮಾಸಿಕ 5,000 ರೂ.ಶಿಷ್ಯವೇತನ ನೀಡಲಾಗುವುದು. (40, 1221, 290, 1290)
swavalambi-box (1142, 1060, 1298, 1356)
pattana-body-a: ಕೊರಟಗೆರೆ: ಪಟ್ಟಣ ಪಂಚಾಯತಿ ಸದಸ್ಯತ್ವದಿಂದ ಅನರ್ಹಗೊಂಡಿದ್ದ ಸದಸ್ಯೆಯನ್ನು ಹೈಕೋರ್ಟ್ ಆದೇಶದಂತೆ ಸದಸ್ಯೆಯಾಗಿ ಮುಂದುವರಿಸಲು ಆದೇಶಿಸಲಾಗಿದೆ. 2020ರಲ್ಲಿ ನಡೆದ ಅಧ್ಯಕ್ಷ-ಉಪಾಧ್ಯಕ್ಷ ಚುನಾವಣೆಯಲ್ಲಿ ಪಕ್ಷದ ವಿಪ್ ಉಲ್ಲಂಘಿಸಿದ ಆರೋಪದ ಮೇಲೆ ಸದಸ್ಯೆಯನ್ನು ಅನರ್ಹಗೊಳಿಸಲಾಗಿತ್ತು. ಈ ಆದೇಶವನ್ನು ಪ್ರಶ್ನಿಸಿ ಹೈಕೋರ್ಟ್‌ನಲ್ಲಿ ರಿಟ್ ಅರ್ಜಿ ಸಲ್ಲಿಸಲಾಗಿದ್ದು, ವಿಚಾರಣೆ ನಡೆಸಿದ ನ್ಯಾಯಾಲಯ ಜಿಲ್ಲಾಧಿಕಾರಿಗಳ ಆದೇಶವನ್ನು ರದ್ದುಪಡಿಸಿ ಸದಸ್ಯತ್ವ ಮುಂದುವರಿಸುವಂತೆ ಆದೇಶಿಸಿದೆ. ಆದೇಶ ಪ್ರತಿ ತಲುಪಿದ ಬಳಿಕ ಸದಸ್ಯೆ ಪಟ್ಟಣ ಪಂಚಾಯತಿ ಸಭೆಯಲ್ಲಿ ಪಾಲ್ಗೊಂಡರು. (680, 1695, 880, 1850)
lead-headline: ವಿಜ್ಞಾನ ಕೇಂದ್ರ ಉನ್ನತೀಕರಣ (300, 355, 710, 408)
kirusuddi-item (40, 1189, 290, 1430)
color-registration-dots-icon (1196, 2003, 1252, 2019)
hand-pointing-icon: ☞ (40, 320, 111, 390)
kirusuddi-item (40, 892, 290, 1185)
tigala-headline-1: ತಿಗಳ ಸಮಾಜದ ನಿಗಮಕ್ಕೆ (932, 350, 1183, 386)
shale-body-a: ಮಧುಗಿರಿ: ತಾಲೂಕಿನ ಬಸವನಹಳ್ಳಿ ಸರ್ಕಾರಿ ಹಿರಿಯ ಪ್ರಾಥಮಿಕ ಶಾಲೆ ಶೈಕ್ಷಣಿಕ ಗುಣಮಟ್ಟ, ಮೂಲಸೌಕರ್ಯ ಅಭಿವೃದ್ಧಿ ಹಾಗೂ ಸಮುದಾಯದ ಸಹಭಾಗಿತ್ವದಲ್ಲಿ ಉತ್ತಮ ಸಾಧನೆ ಮಾಡಿದ ಹಿನ್ನೆಲೆಯಲ್ಲಿ 2024-25ನೇ ಸಾಲಿನ ಶಿಕ್ಷಣೋನ್ನತಿ ಪ್ರಶಸ್ತಿಗೆ ಭಾಜನವಾಗಿದೆ. ಶಾಲೆಯ ಶಿಕ್ಷಕರು, ಪೋಷಕರು ಹಾಗೂ ಎಸ್‌ಡಿಎಂಸಿ ಸದಸ್ಯರ ಸಹಕಾರದಿಂದ ಶಾಲೆಯಲ್ಲಿ ಸ್ಮಾರ್ಟ್ ಕ್ಲಾಸ್, ಗ್ರಂಥಾಲಯ, ಕ್ರೀಡಾ ಸಾಮಗ್ರಿಗಳ ವ್ಯವಸ್ಥೆ ಮಾಡಲಾಗಿದ್ದು, ವಿದ್ಯಾರ್ಥಿಗಳ ಕಲಿಕೆಯಲ್ಲಿ ಗಮನಾರ್ಹ ಪ್ರಗತಿ ಸಾಧಿಸಲಾಗಿದೆ. ಪ್ರಶಸ್ತಿಯೊಂದಿಗೆ ನಗದು ಬಹುಮಾನ ನೀಡಲಾಗಿದ್ದು, ಶಾಲಾ ಅಭಿವೃದ್ಧಿಗೆ ಬಳಸಲಾಗುವುದು ಎಂದು ಮುಖ್ಯ ಶಿಕ್ಷಕರು ತಿಳಿಸಿದರು. (40, 1695, 266, 1835)
lead-body-1: ತುಮಕೂರು: ತುಮಕೂರು ವಿಶ್ವವಿದ್ಯಾಲಯದ ಆವರಣದಲ್ಲಿ ನಿರ್ಮಿಸಲಾಗಿರುವ ಉಪ ಪ್ರಾದೇಶಿಕ ವಿಜ್ಞಾನ ಕೇಂದ್ರದ ನೂತನ ಕಟ್ಟಡವನ್ನು ವಿಜ್ಞಾನ ಮತ್ತು ತಂತ್ರಜ್ಞಾನ ಸಚಿವ ಎನ್.ಎಸ್.ಭೋಸರಾಜು ಅವರು ಲೋಕಾರ್ಪಣೆಗೊಳಿಸಿದರು. ರಾಜ್ಯ ಸರ್ಕಾರವು ಜಿಲ್ಲೆಯ ವಿದ್ಯಾರ್ಥಿಗಳಲ್ಲಿ ವೈಜ್ಞಾನಿಕ ಮನೋಭಾವ ಬೆಳೆಸುವ ನಿಟ್ಟಿನಲ್ಲಿ ಉಪ ಪ್ರಾದೇಶಿಕ ವಿಜ್ಞಾನ ಕೇಂದ್ರವನ್ನು ಉನ್ನತೀಕರಿಸಿದೆ. ಕೇಂದ್ರದಲ್ಲಿ ವಿಜ್ಞಾನದ ವಿವಿಧ ಮಾದರಿಗಳು, ತಾರಾಲಯ ಹಾಗೂ ವಿಜ್ಞಾನ ಉದ್ಯಾನವನ್ನು ನಿರ್ಮಿಸಲಾಗಿದ್ದು ವಿದ್ಯಾರ್ಥಿಗಳು ಇದರ ಪ್ರಯೋಜನ ಪಡೆಯಬೇಕು ಎಂದು ಹೇಳಿದರು. ಜಿಲ್ಲಾ ಉಸ್ತುವಾರಿ ಸಚಿವ ಡಾ.ಜಿ.ಪರಮೇಶ್ವರ್ ಅವರು ಮಾತನಾಡಿ, ತುಮಕೂರು ಜಿಲ್ಲೆಯು ಶೈಕ್ಷಣಿಕವಾಗಿ ಮುಂಚೂಣಿಯಲ್ಲಿದ್ದು ವಿಜ್ಞಾನ ಕೇಂದ್ರವು ವಿದ್ಯಾರ್ಥಿಗಳಿಗೆ ಹೆಚ್ಚಿನ ಅನುಕೂಲ ಕಲ್ಪಿಸಲಿದೆ ಎಂದರು. (302, 605, 500, 802)
